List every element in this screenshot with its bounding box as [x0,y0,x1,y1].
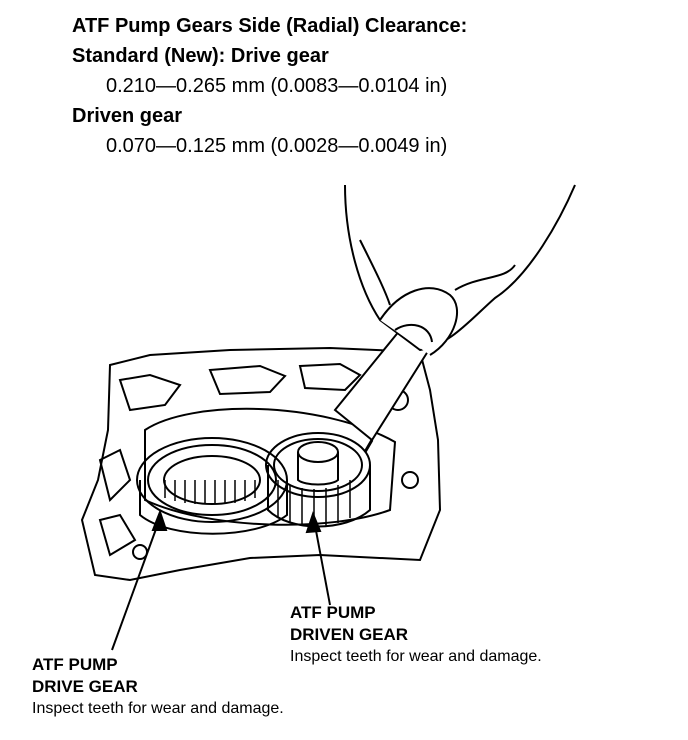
driven-gear [266,433,370,527]
driven-gear-callout [290,602,542,668]
driven-gear-clearance-value: 0.070—0.125 mm (0.0028—0.0049 in) [106,135,448,157]
spec-heading: ATF Pump Gears Side (Radial) Clearance: [72,15,468,37]
drive-gear-title-line1: ATF PUMP [32,655,118,674]
hand-with-feeler-gauge [335,185,575,452]
driven-gear-title-line1: ATF PUMP [290,603,376,622]
driven-gear-note: Inspect teeth for wear and damage. [290,648,542,665]
drive-gear-title-line2: DRIVE GEAR [32,677,138,696]
driven-gear-label: Driven gear [72,105,183,127]
driven-gear-title-line2: DRIVEN GEAR [290,625,409,644]
drive-gear-clearance-value: 0.210—0.265 mm (0.0083—0.0104 in) [106,75,448,97]
standard-drive-gear-label: Standard (New): Drive gear [72,45,329,67]
drive-gear-note: Inspect teeth for wear and damage. [32,700,284,717]
drive-gear-callout [32,654,284,720]
